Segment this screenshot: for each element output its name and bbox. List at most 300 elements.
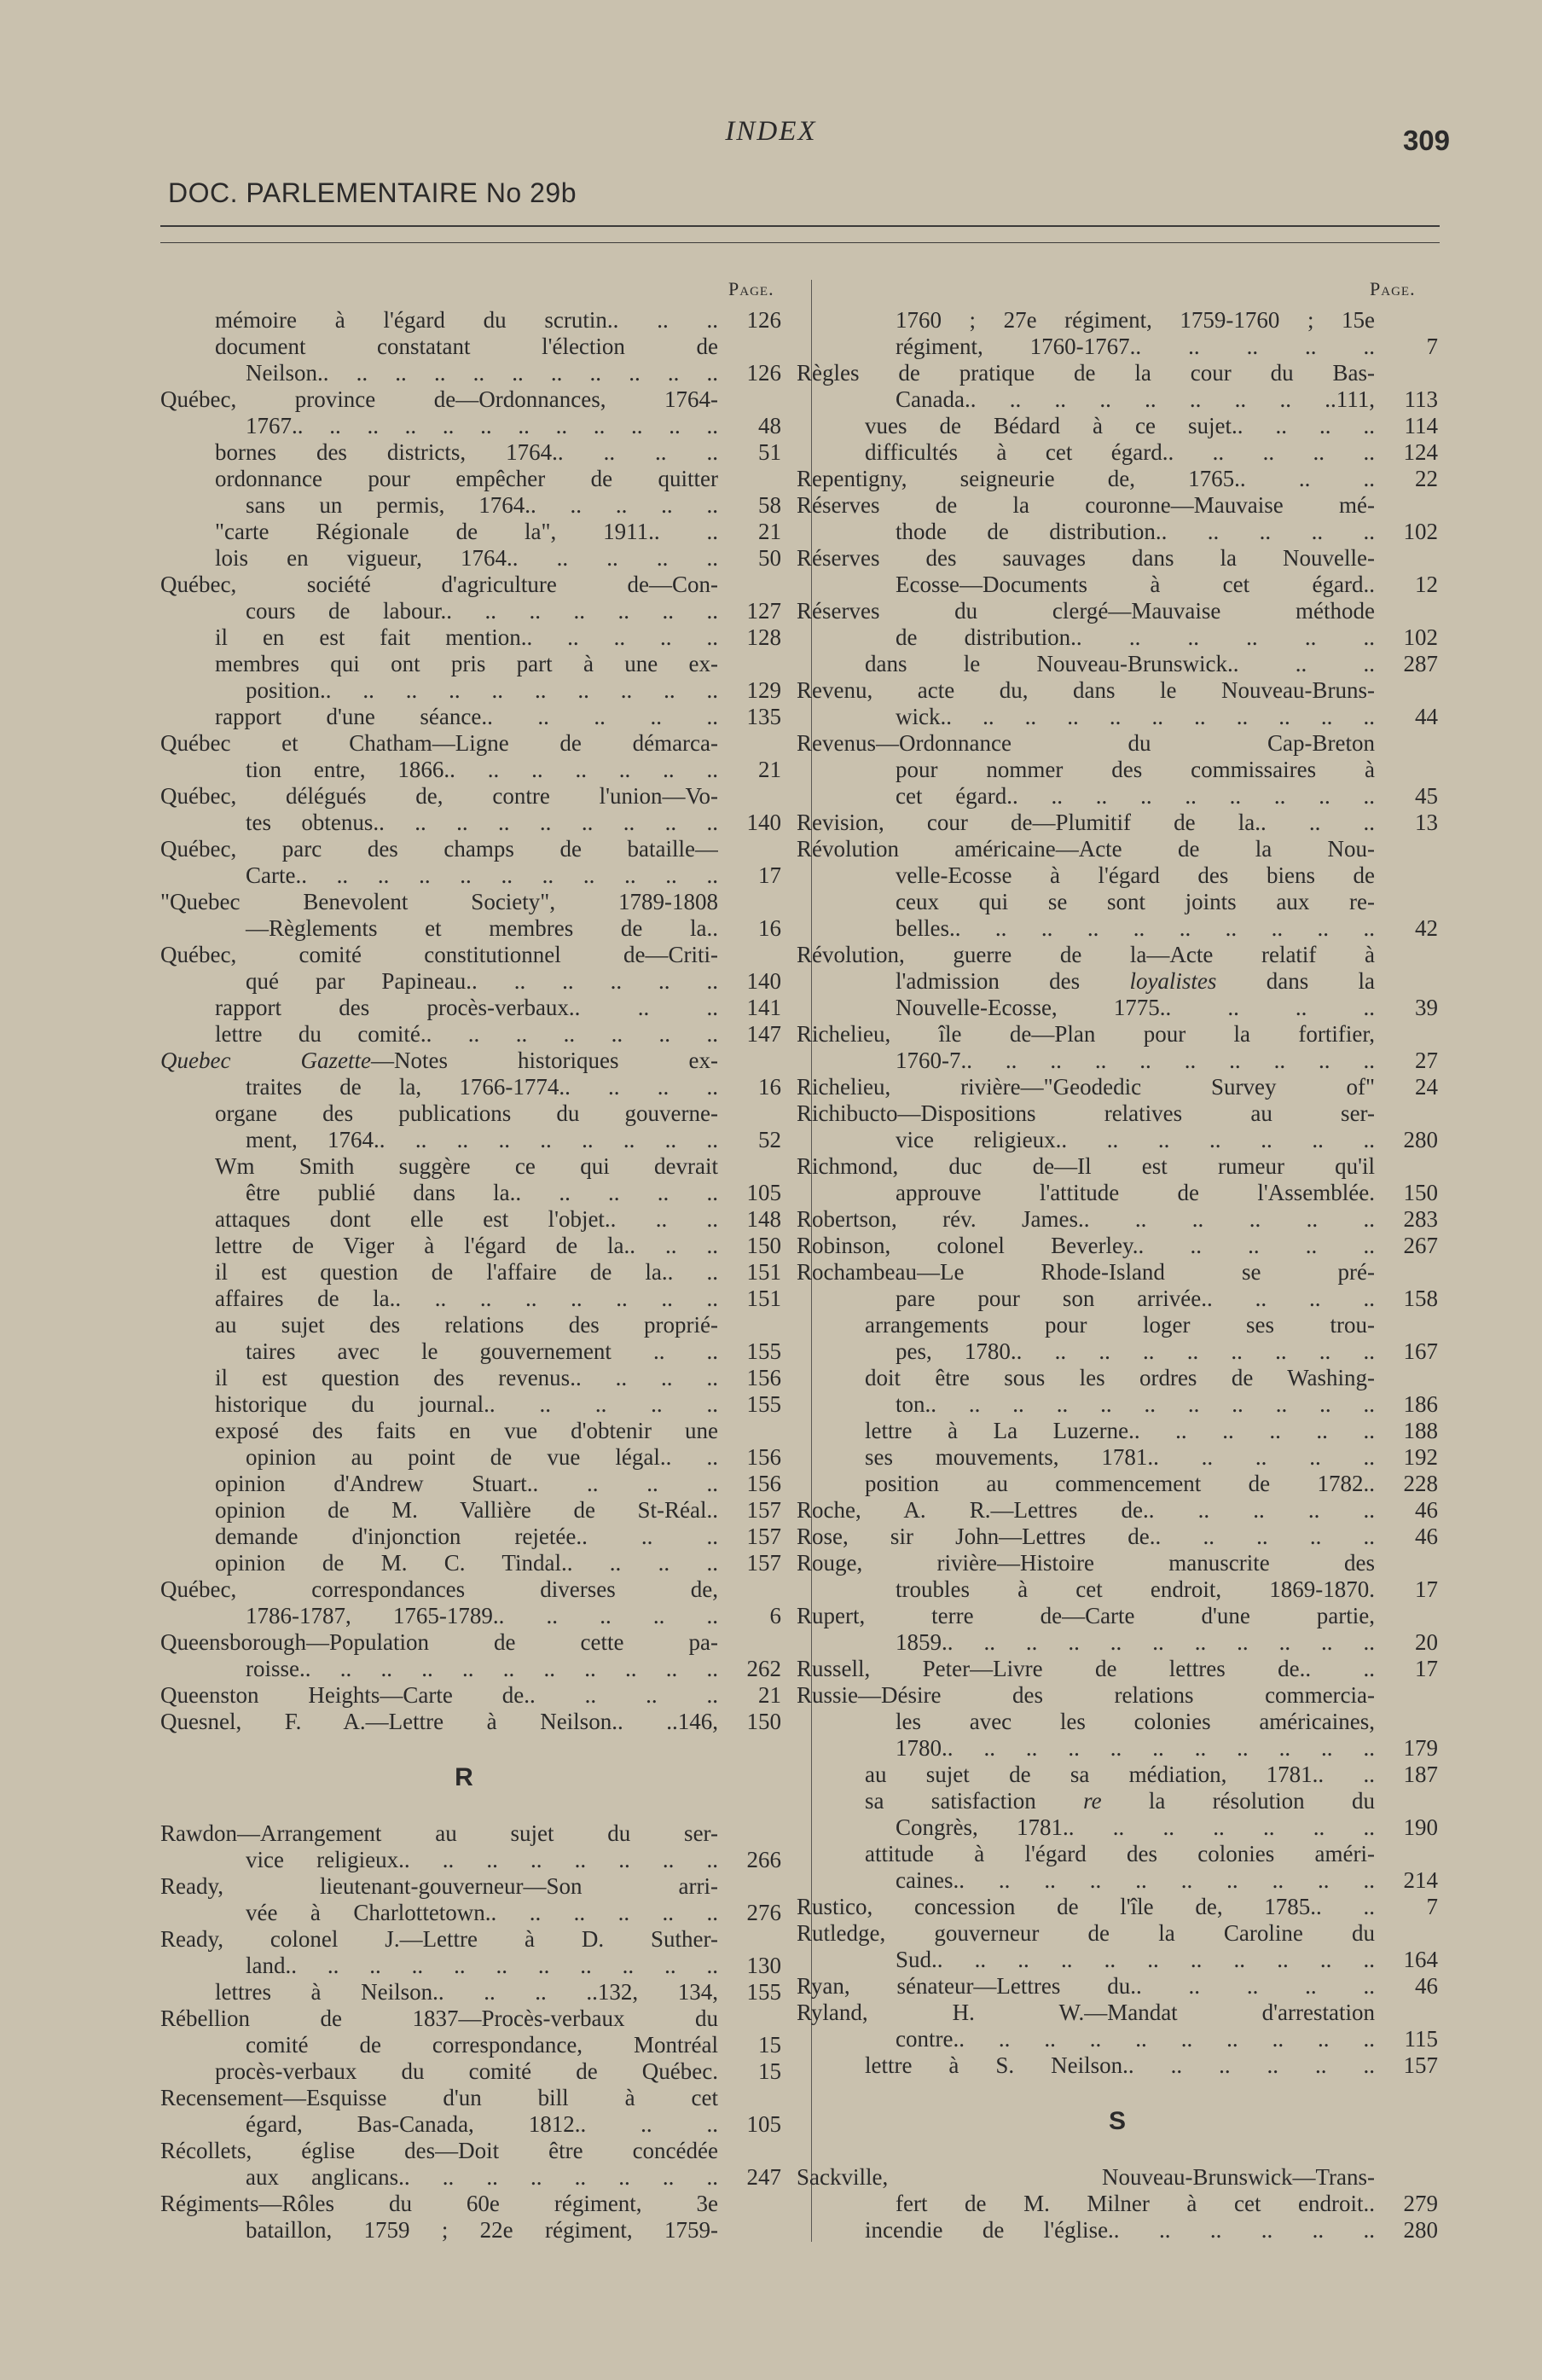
entry-text: Régiments—Rôles du 60e régiment, 3e (160, 2191, 718, 2216)
entry-page: 128 (746, 624, 781, 650)
entry-text: Rupert, terre de—Carte d'une partie, (797, 1603, 1375, 1628)
entry-text: bataillon, 1759 ; 22e régiment, 1759- (246, 2217, 718, 2243)
entry-page: 51 (758, 439, 781, 465)
index-entry (797, 1338, 1438, 1365)
index-entry (797, 1074, 1438, 1100)
index-entry (797, 1021, 1438, 1048)
index-entry (147, 545, 781, 572)
entry-page: 27 (1415, 1048, 1438, 1073)
entry-page: 21 (758, 519, 781, 544)
index-entry (797, 1603, 1438, 1629)
index-entry (147, 2191, 781, 2217)
entry-page: 190 (1403, 1814, 1438, 1840)
entry-text: arrangements pour loger ses trou- (865, 1312, 1375, 1338)
index-column-left (147, 307, 781, 2244)
index-entry (797, 1233, 1438, 1259)
entry-text: rapport d'une séance.. .. .. .. .. (215, 704, 718, 729)
entry-page: 24 (1415, 1074, 1438, 1100)
doc-label: DOC. PARLEMENTAIRE No 29b (168, 177, 577, 208)
entry-page: 150 (1403, 1180, 1438, 1205)
index-entry (147, 1550, 781, 1576)
index-entry (797, 519, 1438, 545)
index-entry (147, 2138, 781, 2164)
index-entry (147, 1074, 781, 1100)
entry-text: 1767.. .. .. .. .. .. .. .. .. .. .. .. (246, 413, 718, 438)
entry-page: 155 (746, 1391, 781, 1417)
index-entry (797, 995, 1438, 1021)
index-entry (147, 1953, 781, 1979)
entry-page: 148 (746, 1206, 781, 1232)
entry-text: "carte Régionale de la", 1911.. .. (215, 519, 718, 544)
index-entry (147, 1847, 781, 1873)
entry-text: qué par Papineau.. .. .. .. .. .. (246, 968, 718, 994)
entry-page: 113 (1404, 386, 1438, 412)
entry-text: ses mouvements, 1781.. .. .. .. .. (865, 1444, 1375, 1470)
entry-text: Repentigny, seigneurie de, 1765.. .. .. (797, 466, 1375, 491)
entry-text: lettre de Viger à l'égard de la.. .. .. (215, 1233, 718, 1258)
entry-text: Rochambeau—Le Rhode-Island se pré- (797, 1259, 1375, 1285)
index-entry (797, 1418, 1438, 1444)
index-entry (797, 942, 1438, 968)
index-entry (147, 2006, 781, 2032)
entry-text: document constatant l'élection de (215, 334, 718, 359)
entry-text: Canada.. .. .. .. .. .. .. .. ..111, (896, 386, 1375, 412)
entry-text: demande d'injonction rejetée.. .. .. (215, 1524, 718, 1549)
index-entry (797, 1814, 1438, 1841)
index-entry (147, 1365, 781, 1391)
index-entry (147, 1656, 781, 1682)
entry-text: Québec, correspondances diverses de, (160, 1576, 718, 1602)
entry-text: pare pour son arrivée.. .. .. .. (896, 1286, 1375, 1311)
entry-page: 151 (746, 1286, 781, 1311)
entry-text: wick.. .. .. .. .. .. .. .. .. .. .. (896, 704, 1375, 729)
index-entry (147, 1391, 781, 1418)
index-entry (147, 1603, 781, 1629)
entry-text: doit être sous les ordres de Washing- (865, 1365, 1375, 1390)
index-entry (147, 1418, 781, 1444)
index-entry (797, 1867, 1438, 1894)
entry-text: égard, Bas-Canada, 1812.. .. .. (246, 2111, 718, 2137)
index-entry (797, 1524, 1438, 1550)
index-entry (147, 598, 781, 624)
entry-page: 20 (1415, 1629, 1438, 1655)
index-entry (147, 1900, 781, 1926)
entry-text: mémoire à l'égard du scrutin.. .. .. (215, 307, 718, 333)
entry-page: 155 (746, 1338, 781, 1364)
entry-text: Réserves du clergé—Mauvaise méthode (797, 598, 1375, 624)
index-entry (797, 1259, 1438, 1286)
entry-text: Révolution américaine—Acte de la Nou- (797, 836, 1375, 862)
index-entry (147, 360, 781, 386)
entry-text: Rawdon—Arrangement au sujet du ser- (160, 1820, 718, 1846)
entry-text: land.. .. .. .. .. .. .. .. .. .. .. (246, 1953, 718, 1978)
entry-page: 52 (758, 1127, 781, 1152)
index-entry (797, 1391, 1438, 1418)
entry-page: 151 (746, 1259, 781, 1285)
index-entry (797, 1947, 1438, 1973)
index-entry (147, 1180, 781, 1206)
column-heading-right: Page. (1370, 278, 1416, 299)
entry-page: 46 (1415, 1497, 1438, 1523)
entry-page: 187 (1403, 1762, 1438, 1787)
entry-text: ton.. .. .. .. .. .. .. .. .. .. .. (896, 1391, 1375, 1417)
entry-text: Revision, cour de—Plumitif de la.. .. .. (797, 810, 1375, 835)
entry-page: 115 (1404, 2026, 1438, 2052)
index-entry (797, 2026, 1438, 2052)
index-entry (147, 1471, 781, 1497)
entry-page: 157 (746, 1524, 781, 1549)
index-entry (797, 1180, 1438, 1206)
entry-text: cours de labour.. .. .. .. .. .. .. (246, 598, 718, 624)
entry-text: Québec, parc des champs de bataille— (160, 836, 718, 862)
index-entry (797, 1100, 1438, 1127)
entry-text: cet égard.. .. .. .. .. .. .. .. .. (896, 783, 1375, 809)
entry-text: comité de correspondance, Montréal (246, 2032, 718, 2058)
index-entry (797, 413, 1438, 439)
entry-text: Ryan, sénateur—Lettres du.. .. .. .. .. (797, 1973, 1375, 1999)
entry-text: Ryland, H. W.—Mandat d'arrestation (797, 2000, 1375, 2025)
entry-page: 13 (1415, 810, 1438, 835)
entry-text: approuve l'attitude de l'Assemblée. (896, 1180, 1375, 1205)
entry-text: Wm Smith suggère ce qui devrait (215, 1153, 718, 1179)
index-entry (797, 1841, 1438, 1867)
entry-text: dans le Nouveau-Brunswick.. .. .. (865, 651, 1375, 676)
index-entry (797, 1153, 1438, 1180)
entry-text: Richmond, duc de—Il est rumeur qu'il (797, 1153, 1375, 1179)
index-entry (147, 757, 781, 783)
entry-text: Québec, province de—Ordonnances, 1764- (160, 386, 718, 412)
index-entry (147, 1127, 781, 1153)
index-entry (797, 810, 1438, 836)
entry-text: Queensborough—Population de cette pa- (160, 1629, 718, 1655)
entry-text: sa satisfaction re la résolution du (865, 1788, 1375, 1814)
entry-page: 155 (746, 1979, 781, 2005)
entry-text: Rose, sir John—Lettres de.. .. .. .. .. (797, 1524, 1375, 1549)
entry-text: l'admission des loyalistes dans la (896, 968, 1375, 994)
entry-page: 17 (1415, 1656, 1438, 1681)
entry-text: 1760-7.. .. .. .. .. .. .. .. .. .. (896, 1048, 1375, 1073)
index-entry (147, 1259, 781, 1286)
entry-page: 156 (746, 1365, 781, 1390)
entry-page: 140 (746, 810, 781, 835)
entry-text: Ready, colonel J.—Lettre à D. Suther- (160, 1926, 718, 1952)
entry-page: 114 (1404, 413, 1438, 438)
entry-page: 48 (758, 413, 781, 438)
index-entry (147, 1100, 781, 1127)
entry-page: 17 (758, 862, 781, 888)
index-entry (147, 1048, 781, 1074)
index-entry (797, 624, 1438, 651)
entry-text: Richelieu, île de—Plan pour la fortifier, (797, 1021, 1375, 1047)
entry-text: Réserves de la couronne—Mauvaise mé- (797, 492, 1375, 518)
entry-page: 164 (1403, 1947, 1438, 1972)
entry-text: Russell, Peter—Livre de lettres de.. .. (797, 1656, 1375, 1681)
entry-page: 186 (1403, 1391, 1438, 1417)
index-entry (797, 1788, 1438, 1814)
index-entry (797, 1735, 1438, 1762)
index-entry (797, 1894, 1438, 1920)
entry-text: 1760 ; 27e régiment, 1759-1760 ; 15e (896, 307, 1375, 333)
entry-text: ordonnance pour empêcher de quitter (215, 466, 718, 491)
entry-text: Québec, comité constitutionnel de—Criti- (160, 942, 718, 967)
entry-page: 127 (746, 598, 781, 624)
index-entry (147, 1233, 781, 1259)
index-entry (147, 1206, 781, 1233)
entry-page: 280 (1403, 1127, 1438, 1152)
entry-text: au sujet de sa médiation, 1781.. .. (865, 1762, 1375, 1787)
entry-text: Richibucto—Dispositions relatives au ser- (797, 1100, 1375, 1126)
entry-text: vice religieux.. .. .. .. .. .. .. (896, 1127, 1375, 1152)
section-letter: R (455, 1763, 473, 1791)
index-entry (797, 783, 1438, 810)
index-entry (147, 704, 781, 730)
entry-text: opinion de M. Vallière de St-Réal.. (215, 1497, 718, 1523)
entry-text: de distribution.. .. .. .. .. .. (896, 624, 1375, 650)
index-entry (797, 651, 1438, 677)
index-entry (147, 1873, 781, 1900)
entry-page: 157 (746, 1550, 781, 1576)
entry-page: 22 (1415, 466, 1438, 491)
entry-page: 150 (746, 1233, 781, 1258)
entry-page: 12 (1415, 572, 1438, 597)
entry-text: Nouvelle-Ecosse, 1775.. .. .. .. (896, 995, 1375, 1020)
entry-page: 42 (1415, 915, 1438, 941)
entry-text: Ecosse—Documents à cet égard.. (896, 572, 1375, 597)
entry-page: 21 (758, 1682, 781, 1708)
entry-text: ceux qui se sont joints aux re- (896, 889, 1375, 914)
index-entry (147, 307, 781, 334)
index-entry (147, 1312, 781, 1338)
entry-page: 105 (746, 1180, 781, 1205)
index-entry (147, 651, 781, 677)
entry-page: 129 (746, 677, 781, 703)
index-entry (147, 915, 781, 942)
entry-text: Quesnel, F. A.—Lettre à Neilson.. ..146, (160, 1709, 718, 1734)
entry-text: Rébellion de 1837—Procès-verbaux du (160, 2006, 718, 2031)
index-entry (797, 862, 1438, 889)
index-entry (147, 942, 781, 968)
entry-page: 156 (746, 1444, 781, 1470)
entry-text: Récollets, église des—Doit être concédée (160, 2138, 718, 2163)
entry-page: 276 (746, 1900, 781, 1925)
entry-text: au sujet des relations des proprié- (215, 1312, 718, 1338)
index-entry (797, 492, 1438, 519)
index-entry (147, 2032, 781, 2058)
index-entry (797, 1365, 1438, 1391)
entry-page: 156 (746, 1471, 781, 1496)
index-entry (147, 466, 781, 492)
index-entry (147, 492, 781, 519)
index-entry (797, 757, 1438, 783)
index-entry (797, 1127, 1438, 1153)
entry-page: 7 (1426, 1894, 1438, 1919)
entry-text: les avec les colonies américaines, (896, 1709, 1375, 1734)
index-entry (147, 572, 781, 598)
entry-page: 44 (1415, 704, 1438, 729)
entry-page: 188 (1403, 1418, 1438, 1443)
entry-text: Québec et Chatham—Ligne de démarca- (160, 730, 718, 756)
entry-page: 283 (1403, 1206, 1438, 1232)
entry-text: Québec, société d'agriculture de—Con- (160, 572, 718, 597)
entry-page: 228 (1403, 1471, 1438, 1496)
entry-text: procès-verbaux du comité de Québec. (215, 2058, 718, 2084)
entry-text: attitude à l'égard des colonies améri- (865, 1841, 1375, 1866)
entry-text: 1780.. .. .. .. .. .. .. .. .. .. .. (896, 1735, 1375, 1761)
entry-text: Quebec Gazette—Notes historiques ex- (160, 1048, 718, 1073)
entry-text: il est question des revenus.. .. .. .. (215, 1365, 718, 1390)
entry-text: opinion au point de vue légal.. .. (246, 1444, 718, 1470)
entry-page: 50 (758, 545, 781, 571)
entry-page: 247 (746, 2164, 781, 2190)
entry-text: lettres à Neilson.. .. .. ..132, 134, (215, 1979, 718, 2005)
index-entry (147, 1444, 781, 1471)
index-entry (147, 2111, 781, 2138)
entry-page: 135 (746, 704, 781, 729)
index-entry (797, 1920, 1438, 1947)
index-entry (797, 1312, 1438, 1338)
entry-page: 6 (769, 1603, 781, 1628)
entry-page: 167 (1403, 1338, 1438, 1364)
entry-page: 279 (1403, 2191, 1438, 2216)
index-entry (797, 915, 1438, 942)
index-entry (797, 334, 1438, 360)
entry-text: difficultés à cet égard.. .. .. .. .. (865, 439, 1375, 465)
index-entry (797, 1709, 1438, 1735)
index-entry (797, 1550, 1438, 1576)
entry-text: Sackville, Nouveau-Brunswick—Trans- (797, 2164, 1375, 2190)
index-entry (797, 307, 1438, 334)
entry-text: exposé des faits en vue d'obtenir une (215, 1418, 718, 1443)
entry-text: il est question de l'affaire de la.. .. (215, 1259, 718, 1285)
entry-text: vée à Charlottetown.. .. .. .. .. .. (246, 1900, 718, 1925)
page-number: 309 (1402, 125, 1450, 156)
entry-page: 267 (1403, 1233, 1438, 1258)
index-entry (797, 1206, 1438, 1233)
index-entry (147, 1979, 781, 2006)
index-entry (147, 968, 781, 995)
index-entry (147, 1820, 781, 1847)
entry-text: lettre à S. Neilson.. .. .. .. .. .. (865, 2052, 1375, 2078)
index-entry (797, 1762, 1438, 1788)
entry-text: Neilson.. .. .. .. .. .. .. .. .. .. .. (246, 360, 718, 386)
index-entry (147, 1709, 781, 1735)
entry-text: affaires de la.. .. .. .. .. .. .. .. (215, 1286, 718, 1311)
entry-text: taires avec le gouvernement .. .. (246, 1338, 718, 1364)
entry-text: Russie—Désire des relations commercia- (797, 1682, 1375, 1708)
entry-text: contre.. .. .. .. .. .. .. .. .. .. (896, 2026, 1375, 2052)
index-entry (797, 439, 1438, 466)
entry-text: Rutledge, gouverneur de la Caroline du (797, 1920, 1375, 1946)
entry-text: caines.. .. .. .. .. .. .. .. .. .. (896, 1867, 1375, 1893)
entry-page: 192 (1403, 1444, 1438, 1470)
index-entry (147, 519, 781, 545)
entry-page: 158 (1403, 1286, 1438, 1311)
entry-text: pes, 1780.. .. .. .. .. .. .. .. .. (896, 1338, 1375, 1364)
entry-text: "Quebec Benevolent Society", 1789-1808 (160, 889, 718, 914)
entry-text: position au commencement de 1782.. (865, 1471, 1375, 1496)
entry-page: 157 (746, 1497, 781, 1523)
running-title: INDEX (725, 116, 817, 147)
entry-page: 280 (1403, 2217, 1438, 2243)
entry-text: rapport des procès-verbaux.. .. .. (215, 995, 718, 1020)
entry-page: 21 (758, 757, 781, 782)
entry-page: 39 (1415, 995, 1438, 1020)
index-entry (147, 439, 781, 466)
entry-text: Robinson, colonel Beverley.. .. .. .. .. (797, 1233, 1375, 1258)
entry-text: thode de distribution.. .. .. .. .. (896, 519, 1375, 544)
entry-text: Réserves des sauvages dans la Nouvelle- (797, 545, 1375, 571)
entry-page: 262 (746, 1656, 781, 1681)
index-entry (147, 730, 781, 757)
index-entry (147, 334, 781, 360)
entry-text: Rustico, concession de l'île de, 1785.. .. (797, 1894, 1375, 1919)
index-entry (797, 2052, 1438, 2079)
entry-page: 126 (746, 307, 781, 333)
index-entry (797, 545, 1438, 572)
index-entry (797, 2000, 1438, 2026)
entry-text: opinion d'Andrew Stuart.. .. .. .. (215, 1471, 718, 1496)
entry-text: incendie de l'église.. .. .. .. .. .. (865, 2217, 1375, 2243)
entry-page: 46 (1415, 1524, 1438, 1549)
column-heading-left: Page. (728, 278, 774, 299)
entry-text: ment, 1764.. .. .. .. .. .. .. .. .. (246, 1127, 718, 1152)
index-entry (797, 2217, 1438, 2244)
index-entry (147, 995, 781, 1021)
entry-page: 105 (746, 2111, 781, 2137)
entry-text: lettre à La Luzerne.. .. .. .. .. .. (865, 1418, 1375, 1443)
header-rule (160, 225, 1440, 243)
index-entry (147, 413, 781, 439)
entry-text: lettre du comité.. .. .. .. .. .. .. (215, 1021, 718, 1047)
entry-text: pour nommer des commissaires à (896, 757, 1375, 782)
entry-text: 1859.. .. .. .. .. .. .. .. .. .. .. (896, 1629, 1375, 1655)
index-entry (797, 1286, 1438, 1312)
entry-text: historique du journal.. .. .. .. .. (215, 1391, 718, 1417)
index-entry (147, 677, 781, 704)
entry-page: 15 (758, 2032, 781, 2058)
entry-page: 45 (1415, 783, 1438, 809)
entry-page: 7 (1426, 334, 1438, 359)
entry-page: 150 (746, 1709, 781, 1734)
entry-text: tes obtenus.. .. .. .. .. .. .. .. .. (246, 810, 718, 835)
index-entry (147, 889, 781, 915)
entry-text: velle-Ecosse à l'égard des biens de (896, 862, 1375, 888)
entry-page: 17 (1415, 1576, 1438, 1602)
entry-page: 126 (746, 360, 781, 386)
index-entry (147, 1524, 781, 1550)
index-entry (797, 598, 1438, 624)
index-entry (147, 810, 781, 836)
index-entry (797, 836, 1438, 862)
index-entry (147, 862, 781, 889)
index-entry (147, 1497, 781, 1524)
entry-text: belles.. .. .. .. .. .. .. .. .. .. (896, 915, 1375, 941)
index-entry (797, 1973, 1438, 2000)
index-entry (147, 1629, 781, 1656)
entry-text: membres qui ont pris part à une ex- (215, 651, 718, 676)
index-entry (147, 1338, 781, 1365)
index-entry (147, 1286, 781, 1312)
entry-page: 102 (1403, 519, 1438, 544)
entry-text: organe des publications du gouverne- (215, 1100, 718, 1126)
entry-text: vues de Bédard à ce sujet.. .. .. .. (865, 413, 1375, 438)
index-entry (797, 1048, 1438, 1074)
index-entry (147, 2058, 781, 2085)
entry-page: 147 (746, 1021, 781, 1047)
entry-page: 179 (1403, 1735, 1438, 1761)
index-entry (797, 730, 1438, 757)
entry-text: Revenus—Ordonnance du Cap-Breton (797, 730, 1375, 756)
